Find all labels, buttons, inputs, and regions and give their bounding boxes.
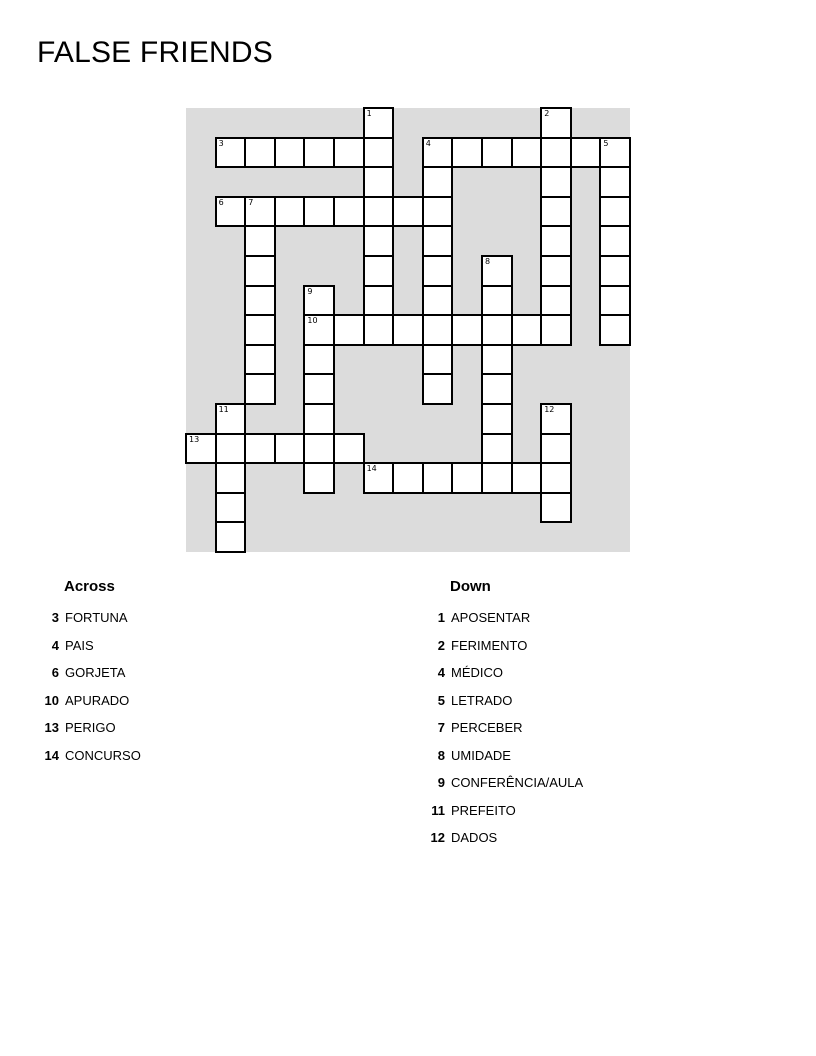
page-title: FALSE FRIENDS <box>37 36 273 69</box>
grid-cell[interactable] <box>245 256 275 286</box>
grid-cell[interactable] <box>393 197 423 227</box>
clue-item <box>425 714 583 742</box>
grid-cell[interactable] <box>423 197 453 227</box>
cell-number: 14 <box>366 464 377 474</box>
grid-cell[interactable] <box>216 522 246 552</box>
grid-cell[interactable] <box>600 315 630 345</box>
clue-item <box>39 742 141 770</box>
grid-cell[interactable] <box>423 345 453 375</box>
cell-number: 7 <box>248 197 254 207</box>
grid-cell[interactable] <box>541 197 571 227</box>
clue-number: 4 <box>437 665 445 680</box>
grid-cell[interactable] <box>393 315 423 345</box>
grid-cell[interactable] <box>482 463 512 493</box>
grid-cell[interactable] <box>304 345 334 375</box>
grid-cell[interactable] <box>334 138 364 168</box>
clue-number: 9 <box>437 775 445 790</box>
clue-item <box>425 797 583 825</box>
grid-cell[interactable] <box>541 315 571 345</box>
clue-text: GORJETA <box>65 665 126 680</box>
grid-cell[interactable] <box>304 404 334 434</box>
down-clue-list <box>425 604 583 852</box>
grid-cell[interactable] <box>452 315 482 345</box>
cell-number: 1 <box>366 109 372 118</box>
grid-cell[interactable] <box>423 167 453 197</box>
grid-cell[interactable] <box>482 434 512 464</box>
clue-text: FERIMENTO <box>451 637 528 653</box>
grid-cell[interactable] <box>304 286 334 316</box>
grid-cell[interactable] <box>541 226 571 256</box>
grid-cell[interactable] <box>541 286 571 316</box>
grid-cell[interactable] <box>541 404 571 434</box>
clue-number: 8 <box>437 747 445 763</box>
clue-item <box>425 824 583 852</box>
grid-cell[interactable] <box>600 256 630 286</box>
crossword-grid <box>186 108 630 552</box>
cell-number: 11 <box>218 405 229 414</box>
grid-cell[interactable] <box>541 108 571 138</box>
grid-cell[interactable] <box>512 138 542 168</box>
grid-cell[interactable] <box>482 315 512 345</box>
grid-cell[interactable] <box>571 138 601 168</box>
grid-cell[interactable] <box>334 315 364 345</box>
grid-cell[interactable] <box>245 226 275 256</box>
grid-cell[interactable] <box>364 167 394 197</box>
clue-number: 12 <box>430 830 445 845</box>
grid-cell[interactable] <box>245 286 275 316</box>
grid-cell[interactable] <box>245 197 275 227</box>
down-heading: Down <box>450 578 491 595</box>
clue-number: 6 <box>51 665 59 680</box>
clue-number: 11 <box>431 802 445 818</box>
grid-cell[interactable] <box>304 138 334 168</box>
clue-number: 13 <box>44 720 59 735</box>
grid-cell[interactable] <box>423 374 453 404</box>
grid-cell[interactable] <box>304 434 334 464</box>
grid-cell[interactable] <box>216 463 246 493</box>
grid-cell[interactable] <box>245 315 275 345</box>
grid-cell[interactable] <box>600 226 630 256</box>
clue-text: LETRADO <box>451 692 513 708</box>
grid-cell[interactable] <box>364 108 394 138</box>
grid-cell[interactable] <box>364 138 394 168</box>
clue-text: PERCEBER <box>451 720 523 735</box>
cell-number: 13 <box>189 434 200 444</box>
grid-cell[interactable] <box>245 374 275 404</box>
grid-cell[interactable] <box>364 463 394 493</box>
grid-cell[interactable] <box>482 404 512 434</box>
grid-cell[interactable] <box>452 463 482 493</box>
clue-item <box>39 659 141 687</box>
cell-number: 8 <box>485 257 491 266</box>
clue-text: PAIS <box>65 637 94 653</box>
across-clues <box>39 576 141 769</box>
clue-text: FORTUNA <box>65 610 128 625</box>
clue-text: CONFERÊNCIA/AULA <box>451 775 584 790</box>
grid-cell[interactable] <box>216 404 246 434</box>
grid-cell[interactable] <box>364 315 394 345</box>
grid-cell[interactable] <box>482 286 512 316</box>
clue-text: APOSENTAR <box>451 610 531 625</box>
clue-number: 1 <box>437 610 445 625</box>
grid-cell[interactable] <box>600 286 630 316</box>
cell-number: 12 <box>544 405 555 414</box>
grid-cell[interactable] <box>275 138 305 168</box>
clue-number: 7 <box>437 720 445 735</box>
grid-cell[interactable] <box>423 226 453 256</box>
clue-item <box>425 604 583 632</box>
grid-cell[interactable] <box>423 463 453 493</box>
grid-cell[interactable] <box>304 463 334 493</box>
cell-number: 6 <box>218 197 224 207</box>
grid-cell[interactable] <box>600 138 630 168</box>
across-heading: Across <box>64 578 115 595</box>
clue-item <box>425 659 583 687</box>
clue-number: 14 <box>44 747 59 763</box>
clue-number: 5 <box>437 692 445 708</box>
clue-item <box>425 687 583 715</box>
grid-cell[interactable] <box>541 493 571 523</box>
clue-item <box>425 742 583 770</box>
grid-cell[interactable] <box>452 138 482 168</box>
grid-cell[interactable] <box>364 197 394 227</box>
grid-cell[interactable] <box>364 226 394 256</box>
clue-item <box>425 632 583 660</box>
grid-cell[interactable] <box>216 197 246 227</box>
grid-cell[interactable] <box>186 434 216 464</box>
grid-cell[interactable] <box>275 434 305 464</box>
clue-number: 3 <box>51 610 59 625</box>
grid-cell[interactable] <box>304 374 334 404</box>
grid-cell[interactable] <box>364 286 394 316</box>
grid-cell[interactable] <box>482 374 512 404</box>
grid-cell[interactable] <box>245 434 275 464</box>
clue-text: APURADO <box>65 692 130 708</box>
clue-text: MÉDICO <box>451 665 503 680</box>
grid-cell[interactable] <box>512 315 542 345</box>
grid-cell[interactable] <box>423 256 453 286</box>
cell-number: 10 <box>307 316 318 326</box>
grid-cell[interactable] <box>304 197 334 227</box>
grid-cell[interactable] <box>216 434 246 464</box>
grid-cell[interactable] <box>600 167 630 197</box>
grid-cell[interactable] <box>423 138 453 168</box>
grid-cell[interactable] <box>541 167 571 197</box>
grid-cell[interactable] <box>541 434 571 464</box>
cell-number: 3 <box>218 138 224 148</box>
grid-cell[interactable] <box>541 463 571 493</box>
down-clues <box>425 576 583 852</box>
grid-cell[interactable] <box>512 463 542 493</box>
clue-text: UMIDADE <box>451 747 511 763</box>
grid-cell[interactable] <box>304 315 334 345</box>
grid-cell[interactable] <box>364 256 394 286</box>
grid-cell[interactable] <box>423 286 453 316</box>
grid-cell[interactable] <box>245 345 275 375</box>
clue-item <box>39 714 141 742</box>
grid-cell[interactable] <box>600 197 630 227</box>
grid-cell[interactable] <box>393 463 423 493</box>
across-clue-list <box>39 604 141 769</box>
cell-number: 4 <box>425 138 431 148</box>
grid-cell[interactable] <box>216 493 246 523</box>
clue-number: 10 <box>44 692 59 708</box>
grid-cell[interactable] <box>334 197 364 227</box>
grid-cell[interactable] <box>216 138 246 168</box>
grid-cell[interactable] <box>482 256 512 286</box>
grid-cell[interactable] <box>541 256 571 286</box>
clue-number: 4 <box>51 637 59 653</box>
clue-text: CONCURSO <box>65 747 141 763</box>
clue-item <box>39 604 141 632</box>
grid-cell[interactable] <box>275 197 305 227</box>
grid-cell[interactable] <box>482 138 512 168</box>
grid-cell[interactable] <box>541 138 571 168</box>
cell-number: 2 <box>544 109 550 118</box>
clue-text: PREFEITO <box>451 802 516 818</box>
grid-cell[interactable] <box>245 138 275 168</box>
cell-number: 5 <box>603 138 609 148</box>
grid-cell[interactable] <box>482 345 512 375</box>
clue-item <box>39 632 141 660</box>
grid-cell[interactable] <box>334 434 364 464</box>
clue-item <box>425 769 583 797</box>
clue-item <box>39 687 141 715</box>
clue-number: 2 <box>437 637 445 653</box>
clue-text: DADOS <box>451 830 498 845</box>
clue-text: PERIGO <box>65 720 116 735</box>
grid-cell[interactable] <box>423 315 453 345</box>
cell-number: 9 <box>307 286 313 296</box>
